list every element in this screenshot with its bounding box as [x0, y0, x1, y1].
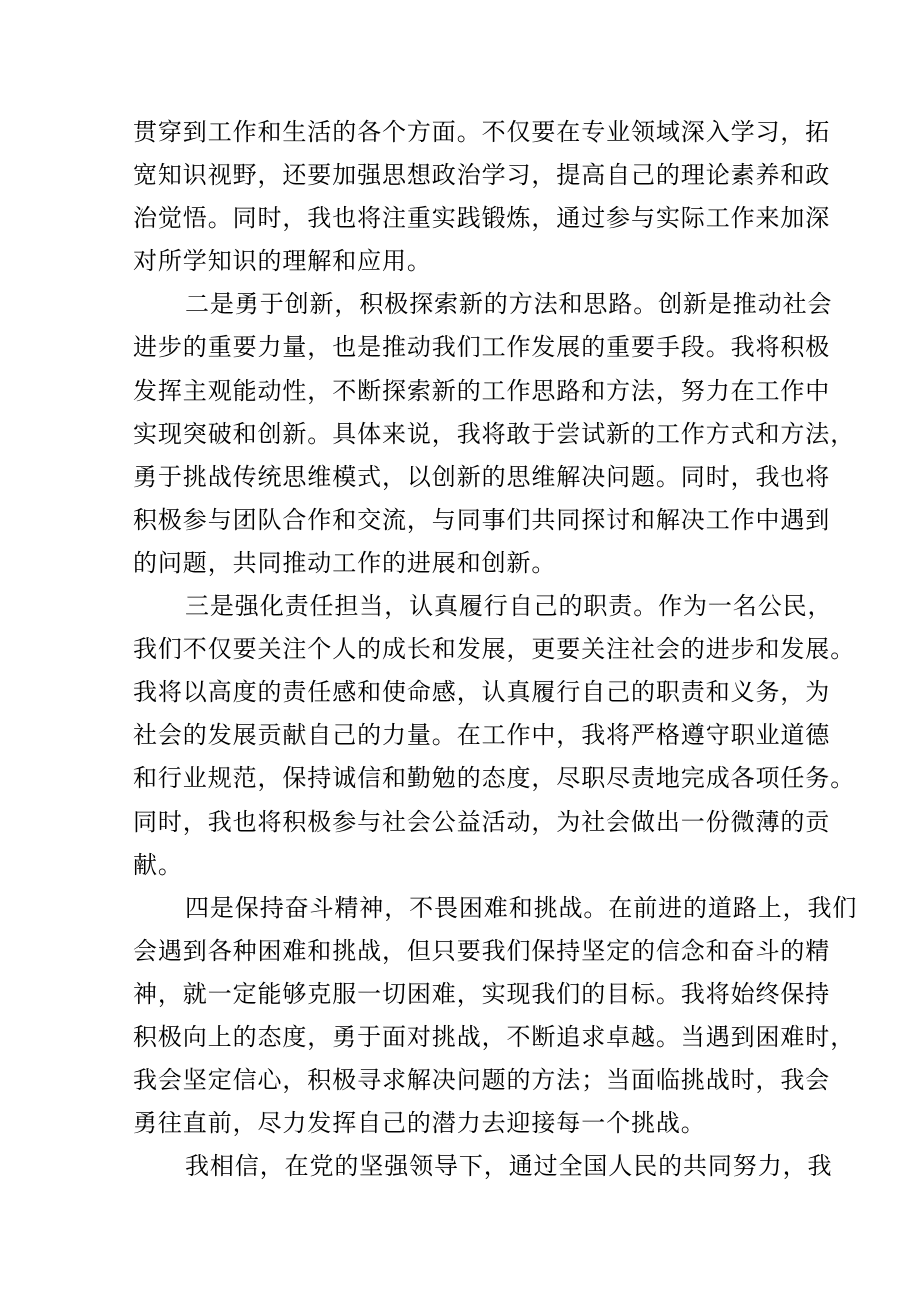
paragraph-first-line: 四是保持奋斗精神，不畏困难和挑战。在前进的道路上，我们 — [185, 893, 858, 922]
text-line: 积极参与团队合作和交流，与同事们共同探讨和解决工作中遇到 — [133, 505, 831, 534]
text-line: 进步的重要力量，也是推动我们工作发展的重要手段。我将积极 — [133, 333, 831, 362]
paragraph-first-line: 我相信，在党的坚强领导下，通过全国人民的共同努力，我 — [185, 1152, 833, 1181]
text-line: 同时，我也将积极参与社会公益活动，为社会做出一份微薄的贡 — [133, 807, 831, 836]
text-line: 会遇到各种困难和挑战，但只要我们保持坚定的信念和奋斗的精 — [133, 936, 831, 965]
text-line: 贯穿到工作和生活的各个方面。不仅要在专业领域深入学习，拓 — [133, 118, 831, 146]
text-line: 我会坚定信心，积极寻求解决问题的方法；当面临挑战时，我会 — [133, 1066, 831, 1095]
text-line: 勇于挑战传统思维模式，以创新的思维解决问题。同时，我也将 — [133, 462, 831, 491]
body-text — [133, 111, 858, 1188]
text-line: 神，就一定能够克服一切困难，实现我们的目标。我将始终保持 — [133, 979, 831, 1008]
text-line: 宽知识视野，还要加强思想政治学习，提高自己的理论素养和政 — [133, 161, 831, 190]
text-line: 积极向上的态度，勇于面对挑战，不断追求卓越。当遇到困难时， — [133, 1022, 856, 1051]
text-line: 勇往直前，尽力发挥自己的潜力去迎接每一个挑战。 — [133, 1109, 706, 1138]
text-line: 和行业规范，保持诚信和勤勉的态度，尽职尽责地完成各项任务。 — [133, 764, 856, 793]
text-line: 的问题，共同推动工作的进展和创新。 — [133, 548, 557, 577]
text-line: 我们不仅要关注个人的成长和发展，更要关注社会的进步和发展。 — [133, 635, 856, 664]
text-line: 献。 — [133, 850, 183, 879]
text-line: 社会的发展贡献自己的力量。在工作中，我将严格遵守职业道德 — [133, 721, 831, 750]
text-line: 我将以高度的责任感和使命感，认真履行自己的职责和义务，为 — [133, 678, 831, 707]
paragraph-first-line: 二是勇于创新，积极探索新的方法和思路。创新是推动社会 — [185, 290, 833, 319]
text-line: 发挥主观能动性，不断探索新的工作思路和方法，努力在工作中 — [133, 376, 831, 405]
text-line: 对所学知识的理解和应用。 — [133, 247, 432, 276]
text-line: 治觉悟。同时，我也将注重实践锻炼，通过参与实际工作来加深 — [133, 204, 831, 233]
paragraph-first-line: 三是强化责任担当，认真履行自己的职责。作为一名公民， — [185, 592, 833, 621]
text-line: 实现突破和创新。具体来说，我将敢于尝试新的工作方式和方法， — [133, 419, 856, 448]
